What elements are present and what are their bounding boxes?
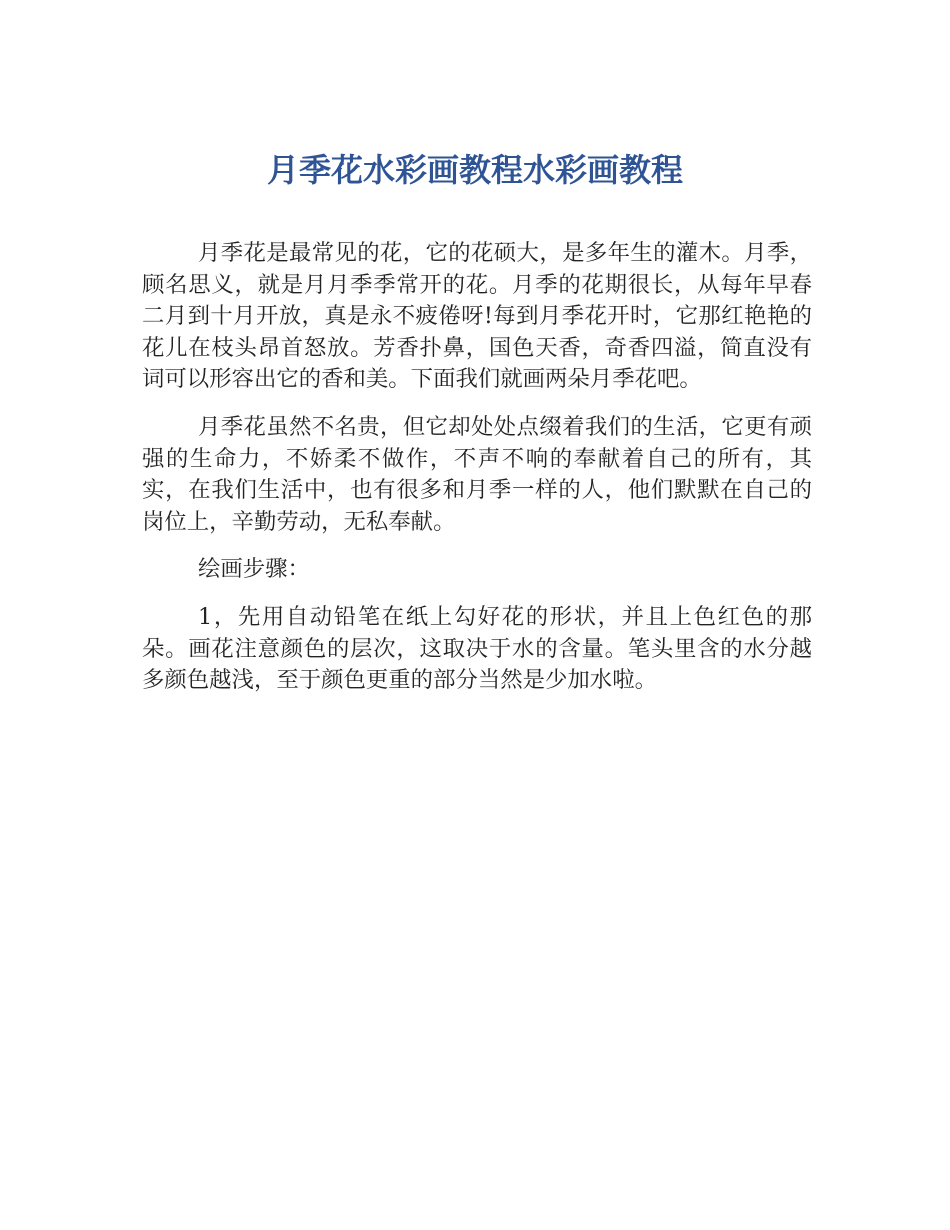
document-body xyxy=(142,238,812,713)
paragraph-meaning: 月季花虽然不名贵，但它却处处点缀着我们的生活，它更有顽强的生命力，不娇柔不做作，不声不响的奉献着自己的所有，其实，在我们生活中，也有很多和月季一样的人，他们默默在自己的岗位上，辛勤劳动，无私奉献。 xyxy=(142,413,812,535)
paragraph-intro: 月季花是最常见的花，它的花硕大，是多年生的灌木。月季，顾名思义，就是月月季季常开的花。月季的花期很长，从每年早春二月到十月开放，真是永不疲倦呀!每到月季花开时，它那红艳艳的花儿在枝头昂首怒放。芳香扑鼻，国色天香，奇香四溢，简直没有词可以形容出它的香和美。下面我们就画两朵月季花吧。 xyxy=(142,240,812,393)
paragraph-step-1: 1，先用自动铅笔在纸上勾好花的形状，并且上色红色的那朵。画花注意颜色的层次，这取决于水的含量。笔头里含的水分越多颜色越浅，至于颜色更重的部分当然是少加水啦。 xyxy=(142,603,812,694)
document-title: 月季花水彩画教程水彩画教程 xyxy=(266,151,683,189)
paragraph-steps-heading: 绘画步骤： xyxy=(198,556,310,583)
